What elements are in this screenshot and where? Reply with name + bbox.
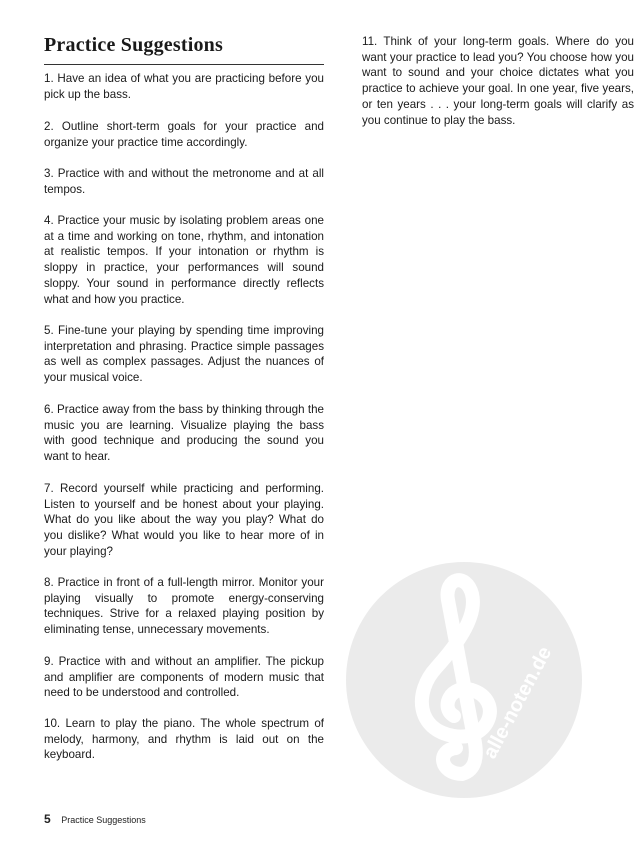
suggestion-1: 1. Have an idea of what you are practicing before you pick up the bass. <box>44 72 324 101</box>
watermark-logo <box>344 560 584 800</box>
suggestion-4: 4. Practice your music by isolating problem areas one at a time and working on tone, rhythm, and intonation at realistic tempos. If your intonation or rhythm is sloppy in practice, your performances will sound sloppy. Your sound in performance directly reflects what and how you practice. <box>44 214 324 306</box>
left-column <box>44 34 324 762</box>
suggestion-5: 5. Fine-tune your playing by spending time improving interpretation and phrasing. Practice simple passages as well as complex passages. Adjust the nuances of your musical voice. <box>44 324 324 385</box>
suggestion-9: 9. Practice with and without an amplifier. The pickup and amplifier are components of modern music that need to be understood and controlled. <box>44 655 324 700</box>
watermark-text: alle-noten.de <box>478 643 557 763</box>
right-column <box>362 34 634 128</box>
page-footer <box>44 812 146 826</box>
suggestion-7: 7. Record yourself while practicing and performing. Listen to yourself and be honest about your playing. What do you like about the way you play? What do you dislike? What would you like to hear more of in your playing? <box>44 482 324 558</box>
page-title: Practice Suggestions <box>44 34 324 65</box>
page-number: 5 <box>44 812 51 826</box>
suggestion-6: 6. Practice away from the bass by thinking through the music you are learning. Visualize playing the bass with good technique and producing the sound you want to hear. <box>44 403 324 464</box>
suggestion-8: 8. Practice in front of a full-length mirror. Monitor your playing visually to promote energy-conserving techniques. Strive for a relaxed playing position by eliminating tense, unnecessary movements. <box>44 576 324 637</box>
suggestion-11: 11. Think of your long-term goals. Where do you want your practice to lead you? You choose how you want to sound and your choice dictates what you practice to achieve your goal. In one year, five years, or ten years . . . your long-term goals will clarify as you continue to play the bass. <box>362 35 634 127</box>
suggestion-10: 10. Learn to play the piano. The whole spectrum of melody, harmony, and rhythm is laid out on the keyboard. <box>44 717 324 762</box>
footer-section-title: Practice Suggestions <box>61 815 146 825</box>
suggestion-3: 3. Practice with and without the metronome and at all tempos. <box>44 167 324 196</box>
suggestion-2: 2. Outline short-term goals for your practice and organize your practice time accordingly. <box>44 120 324 149</box>
